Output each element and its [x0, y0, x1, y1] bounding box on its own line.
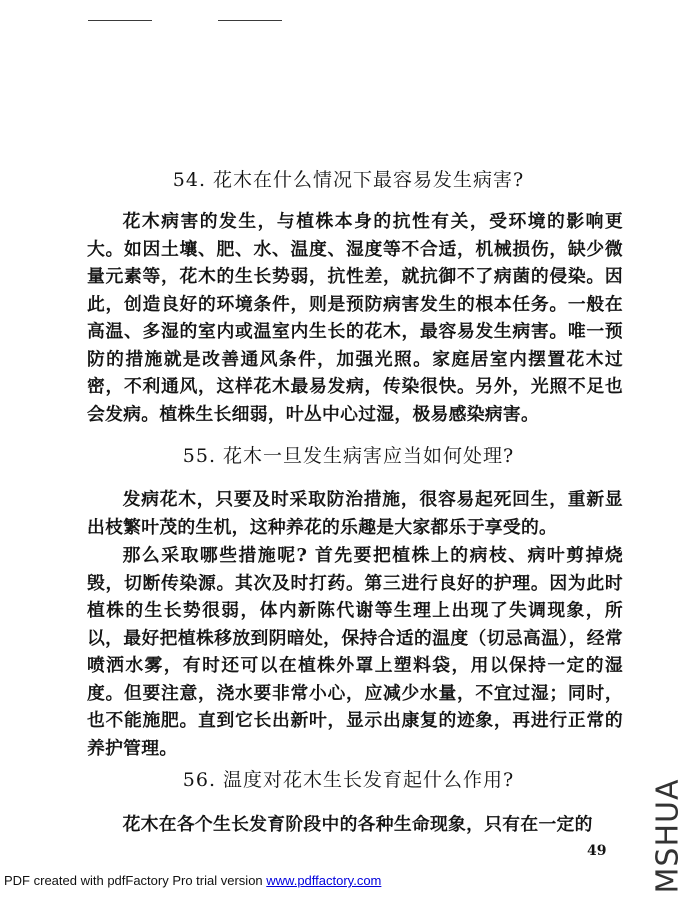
page-number: 49	[587, 843, 607, 859]
question-55-answer-paragraph-2: 那么采取哪些措施呢? 首先要把植株上的病枝、病叶剪掉烧毁，切断传染源。其次及时打药。第三进行良好的护理。因为此时植株的生长势很弱，体内新陈代谢等生理上出现了失调现象，所以，最好把植株移放到阴暗处，保持合适的温度（切忌高温），经常喷洒水雾，有时还可以在植株外罩上塑料袋，用以保持一定的湿度。但要注意，浇水要非常小心，应减少水量，不宜过湿；同时，也不能施肥。直到它长出新叶，显示出康复的迹象，再进行正常的养护管理。	[87, 545, 623, 759]
pdf-credit-footer	[4, 873, 381, 888]
question-56-answer-paragraph: 花木在各个生长发育阶段中的各种生命现象，只有在一定的	[122, 814, 593, 835]
pdffactory-link[interactable]: www.pdffactory.com	[266, 873, 382, 888]
top-rule-left	[88, 20, 152, 21]
question-56-heading: 56. 温度对花木生长发育起什么作用?	[182, 769, 515, 791]
question-54-heading: 54. 花木在什么情况下最容易发生病害?	[172, 169, 525, 191]
question-55-heading: 55. 花木一旦发生病害应当如何处理?	[182, 445, 515, 467]
watermark	[648, 778, 688, 894]
pdf-credit-text: PDF created with pdfFactory Pro trial version	[4, 873, 267, 888]
question-54-answer-paragraph: 花木病害的发生，与植株本身的抗性有关，受环境的影响更大。如因土壤、肥、水、温度、湿度等不合适，机械损伤，缺少微量元素等，花木的生长势弱，抗性差，就抗御不了病菌的侵染。因此，创造良好的环境条件，则是预防病害发生的根本任务。一般在高温、多湿的室内或温室内生长的花木，最容易发生病害。唯一预防的措施就是改善通风条件，加强光照。家庭居室内摆置花木过密，不利通风，这样花木最易发病，传染很快。另外，光照不足也会发病。植株生长细弱，叶丛中心过湿，极易感染病害。	[87, 211, 623, 425]
watermark-text: MSHUA	[650, 778, 686, 894]
top-rule-right	[218, 20, 282, 21]
question-55-answer-paragraph-1: 发病花木，只要及时采取防治措施，很容易起死回生，重新显出枝繁叶茂的生机，这种养花的乐趣是大家都乐于享受的。	[87, 489, 623, 538]
